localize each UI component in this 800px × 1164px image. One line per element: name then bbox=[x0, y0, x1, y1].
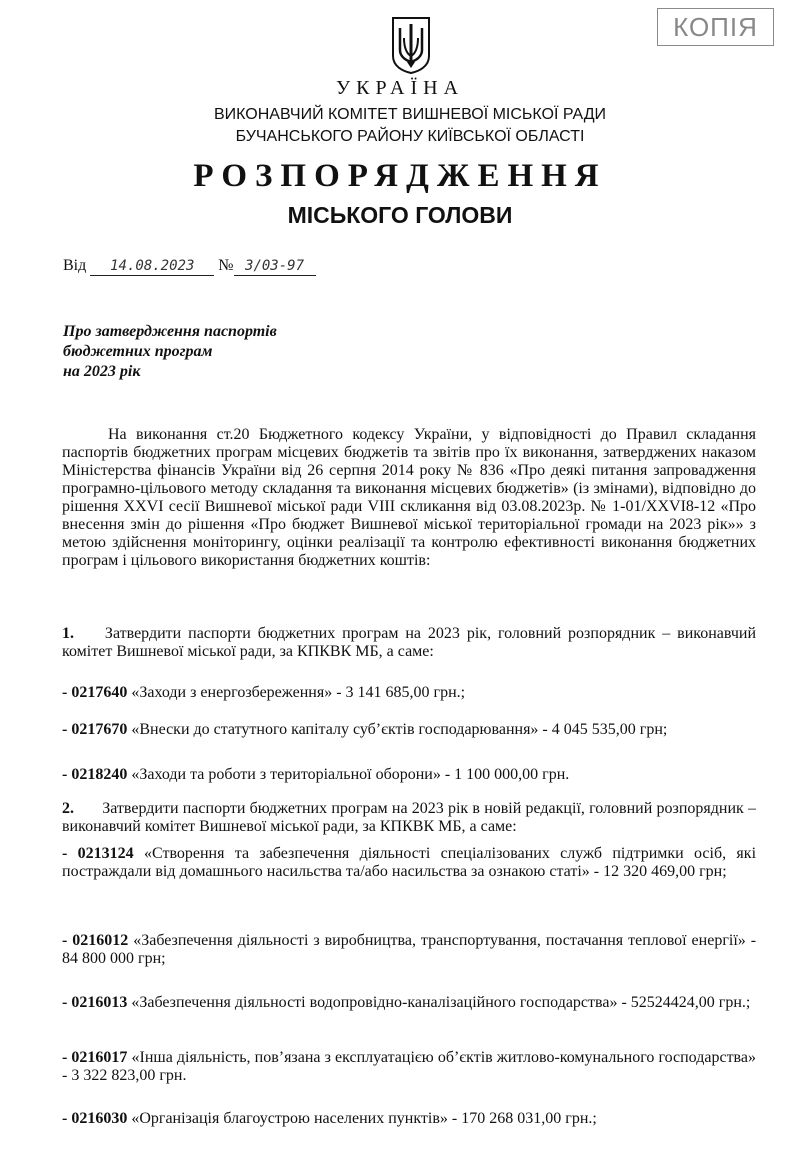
program-code: 0217640 bbox=[71, 684, 128, 701]
date-label: Від bbox=[63, 257, 87, 274]
program-code: 0216013 bbox=[71, 994, 128, 1011]
program-line: - 0216017 «Інша діяльність, пов’язана з експлуатацією об’єктів житлово-комунального господарства» - 3 322 823,00 грн. bbox=[62, 1049, 757, 1084]
item-2-number: 2. bbox=[62, 800, 74, 817]
date-number-line bbox=[63, 257, 316, 276]
date-handwritten: 14.08.2023 bbox=[90, 257, 214, 276]
program-line: - 0217670 «Внески до статутного капіталу суб’єктів господарювання» - 4 045 535,00 грн; bbox=[62, 721, 668, 738]
item-2-paragraph bbox=[62, 800, 756, 836]
program-text: «Організація благоустрою населених пунктів» - 170 268 031,00 грн.; bbox=[131, 1110, 597, 1127]
number-handwritten: 3/03-97 bbox=[234, 257, 316, 276]
program-code: 0217670 bbox=[71, 721, 128, 738]
document-subtitle: МІСЬКОГО ГОЛОВИ bbox=[287, 202, 513, 228]
program-text: «Забезпечення діяльності з виробництва, транспортування, постачання теплової енергії» - 84 800 000 грн; bbox=[62, 932, 757, 967]
program-code: 0218240 bbox=[71, 766, 128, 783]
copy-stamp: КОПІЯ bbox=[657, 8, 774, 46]
program-text: «Заходи з енергозбереження» - 3 141 685,00 грн.; bbox=[131, 684, 466, 701]
committee-line-2: БУЧАНСЬКОГО РАЙОНУ КИЇВСЬКОЇ ОБЛАСТІ bbox=[235, 128, 585, 145]
program-text: «Забезпечення діяльності водопровідно-каналізаційного господарства» - 52524424,00 грн.; bbox=[131, 994, 751, 1011]
preamble-paragraph: На виконання ст.20 Бюджетного кодексу України, у відповідності до Правил складання паспортів бюджетних програм місцевих бюджетів та звітів про їх виконання, затверджених наказом Міністерства фінансів України від 26 серпня 2014 року № 836 «Про деякі питання запровадження програмно-цільового методу складання та виконання місцевих бюджетів» (із змінами), відповідно до рішення XXVI сесії Вишневої міської ради VIII скликання від 03.08.2023р. № 1-01/XXVI8-12 «Про внесення змін до рішення «Про бюджет Вишневої міської територіальної громади на 2023 рік»» з метою здійснення моніторингу, оцінки реалізації та контролю ефективності виконання бюджетних програм і цільового використання бюджетних коштів: bbox=[62, 426, 756, 569]
program-line: - 0216012 «Забезпечення діяльності з виробництва, транспортування, постачання теплової енергії» - 84 800 000 грн; bbox=[62, 932, 757, 967]
program-text: «Створення та забезпечення діяльності спеціалізованих служб підтримки осіб, які постраждали від домашнього насильства та/або насильства за ознакою статі» - 12 320 469,00 грн; bbox=[62, 845, 757, 880]
subject-line-1: Про затвердження паспортів bbox=[63, 323, 277, 340]
program-code: 0216017 bbox=[71, 1049, 128, 1066]
program-line: - 0216013 «Забезпечення діяльності водопровідно-каналізаційного господарства» - 52524424,00 грн.; bbox=[62, 994, 751, 1011]
item-1-paragraph bbox=[62, 625, 756, 661]
program-code: 0216012 bbox=[72, 932, 129, 949]
program-line: - 0217640 «Заходи з енергозбереження» - 3 141 685,00 грн.; bbox=[62, 684, 466, 701]
subject-line-3: на 2023 рік bbox=[63, 363, 141, 380]
country-name: УКРАЇНА bbox=[335, 77, 465, 99]
number-label: № bbox=[218, 257, 234, 274]
program-line: - 0218240 «Заходи та роботи з територіальної оборони» - 1 100 000,00 грн. bbox=[62, 766, 570, 783]
program-text: «Інша діяльність, пов’язана з експлуатацією об’єктів житлово-комунального господарства» - 3 322 823,00 грн. bbox=[62, 1049, 757, 1084]
program-text: «Заходи та роботи з територіальної оборони» - 1 100 000,00 грн. bbox=[131, 766, 570, 783]
subject-heading bbox=[63, 322, 463, 382]
item-1-text: Затвердити паспорти бюджетних програм на 2023 рік, головний розпорядник – виконавчий комітет Вишневої міської ради, за КПКВК МБ, а саме: bbox=[62, 625, 757, 660]
trident-emblem-icon bbox=[390, 16, 432, 74]
document-type: РОЗПОРЯДЖЕННЯ bbox=[193, 158, 607, 194]
committee-name bbox=[10, 104, 800, 148]
committee-line-1: ВИКОНАВЧИЙ КОМІТЕТ ВИШНЕВОЇ МІСЬКОЇ РАДИ bbox=[213, 106, 607, 123]
item-2-text: Затвердити паспорти бюджетних програм на 2023 рік в новій редакції, головний розпорядник – виконавчий комітет Вишневої міської ради, за КПКВК МБ, а саме: bbox=[62, 800, 756, 835]
program-code: 0213124 bbox=[77, 845, 134, 862]
item-1-number: 1. bbox=[62, 625, 74, 642]
subject-line-2: бюджетних програм bbox=[63, 343, 213, 360]
program-code: 0216030 bbox=[71, 1110, 128, 1127]
program-text: «Внески до статутного капіталу суб’єктів господарювання» - 4 045 535,00 грн; bbox=[131, 721, 668, 738]
program-line: - 0213124 «Створення та забезпечення діяльності спеціалізованих служб підтримки осіб, які постраждали від домашнього насильства та/або насильства за ознакою статі» - 12 320 469,00 грн; bbox=[62, 845, 757, 880]
program-line: - 0216030 «Організація благоустрою населених пунктів» - 170 268 031,00 грн.; bbox=[62, 1110, 597, 1127]
